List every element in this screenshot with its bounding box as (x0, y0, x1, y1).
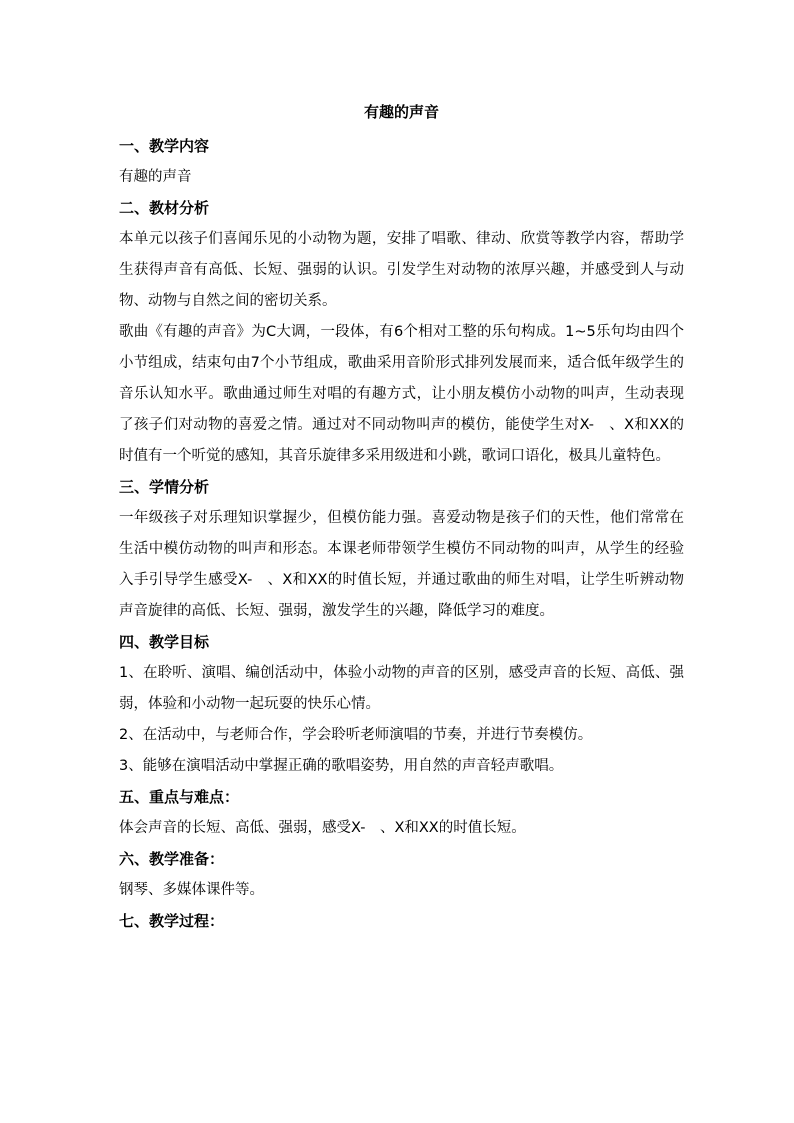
section-heading-student-analysis: 三、学情分析 (119, 478, 210, 496)
section-paragraph: 本单元以孩子们喜闻乐见的小动物为题，安排了唱歌、律动、欣赏等教学内容，帮助学生获得声音有高低、长短、强弱的认识。引发学生对动物的浓厚兴趣，并感受到人与动物、动物与自然之间的密切关系。 (119, 231, 684, 309)
objective-item: 1、在聆听、演唱、编创活动中，体验小动物的声音的区别，感受声音的长短、高低、强弱，体验和小动物一起玩耍的快乐心情。 (119, 665, 684, 712)
objective-item: 2、在活动中，与老师合作，学会聆听老师演唱的节奏，并进行节奏模仿。 (119, 727, 593, 743)
document-title: 有趣的声音 (363, 103, 439, 121)
section-paragraph: 有趣的声音 (119, 169, 192, 185)
section-heading-content: 一、教学内容 (119, 137, 210, 155)
document-body (119, 100, 684, 937)
objective-item: 3、能够在演唱活动中掌握正确的歌唱姿势，用自然的声音轻声歌唱。 (119, 758, 564, 774)
section-heading-material-analysis: 二、教材分析 (119, 199, 210, 217)
section-heading-objectives: 四、教学目标 (119, 633, 210, 651)
section-paragraph: 歌曲《有趣的声音》为C大调，一段体，有6个相对工整的乐句构成。1~5乐句均由四个小节组成，结束句由7个小节组成，歌曲采用音阶形式排列发展而来，适合低年级学生的音乐认知水平。歌曲通过师生对唱的有趣方式，让小朋友模仿小动物的叫声，生动表现了孩子们对动物的喜爱之情。通过对不同动物叫声的模仿，能使学生对X- 、X和XX的时值有一个听觉的感知，其音乐旋律多采用级进和小跳，歌词口语化，极具儿童特色。 (119, 324, 684, 464)
section-paragraph: 钢琴、多媒体课件等。 (119, 882, 264, 898)
section-heading-preparation: 六、教学准备： (119, 850, 225, 868)
section-paragraph: 一年级孩子对乐理知识掌握少，但模仿能力强。喜爱动物是孩子们的天性，他们常常在生活中模仿动物的叫声和形态。本课老师带领学生模仿不同动物的叫声，从学生的经验入手引导学生感受X- 、X和XX的时值长短，并通过歌曲的师生对唱，让学生听辨动物声音旋律的高低、长短、强弱，激发学生的兴趣，降低学习的难度。 (119, 510, 684, 619)
section-paragraph: 体会声音的长短、高低、强弱，感受X- 、X和XX的时值长短。 (119, 820, 526, 836)
section-heading-key-points: 五、重点与难点： (119, 788, 240, 806)
section-heading-process: 七、教学过程： (119, 912, 225, 930)
